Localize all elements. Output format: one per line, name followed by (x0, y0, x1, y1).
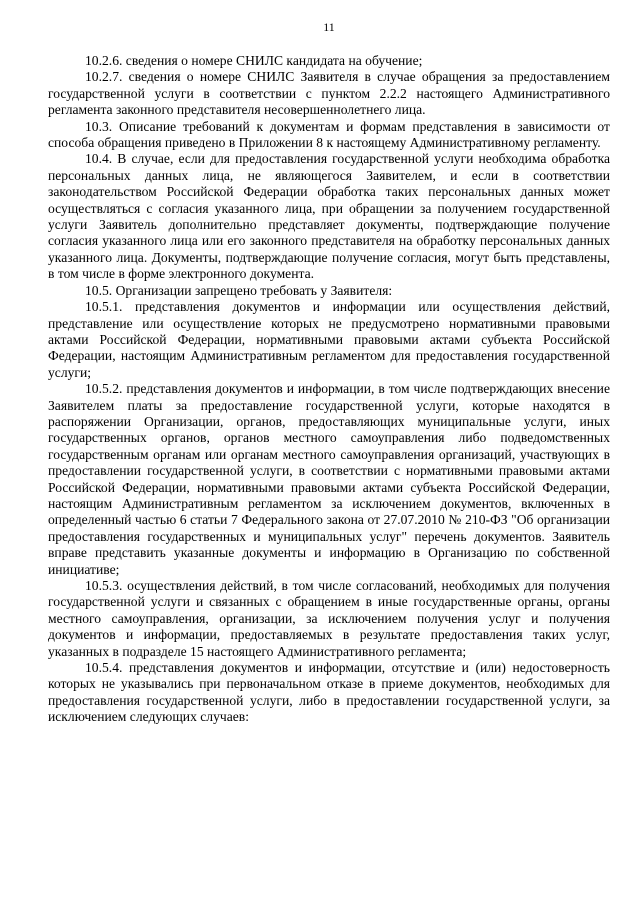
paragraph-10-5-4: 10.5.4. представления документов и информации, отсутствие и (или) недостоверность которых не указывались при первоначальном отказе в приеме документов, необходимых для предоставления государственной услуги, либо в предоставлении государственной услуги, за исключением следующих случаев: (48, 660, 610, 725)
paragraph-10-2-6: 10.2.6. сведения о номере СНИЛС кандидата на обучение; (85, 53, 423, 68)
document-page (48, 0, 610, 905)
paragraph-10-4: 10.4. В случае, если для предоставления государственной услуги необходима обработка персональных данных лица, не являющегося Заявителем, и если в соответствии законодательством Российской Федерации обработка таких персональных данных может осуществляться с согласия указанного лица, при обращении за получением государственной услуги Заявитель дополнительно представляет документы, подтверждающие получение согласия указанного лица или его законного представителя на обработку персональных данных указанного лица. Документы, подтверждающие получение согласия, могут быть представлены, в том числе в форме электронного документа. (48, 151, 610, 282)
document-body (48, 53, 610, 726)
paragraph-10-5: 10.5. Организации запрещено требовать у Заявителя: (85, 282, 393, 298)
paragraph-10-3: 10.3. Описание требований к документам и формам представления в зависимости от способа обращения приведено в Приложении 8 к настоящему Административному регламенту. (48, 118, 610, 151)
paragraph-10-5-3: 10.5.3. осуществления действий, в том числе согласований, необходимых для получения государственной услуги и связанных с обращением в иные государственные органы, органы местного самоуправления, организации, за исключением получения услуг и получения документов и информации, предоставляемых в результате предоставления таких услуг, указанных в подразделе 15 настоящего Административного регламента; (48, 578, 610, 659)
paragraph-10-5-2: 10.5.2. представления документов и информации, в том числе подтверждающих внесение Заявителем платы за предоставление государственной услуги, которые находятся в распоряжении Организации, органов, предоставляющих муниципальные услуги, иных государственных органов, органов местного самоуправления либо подведомственных государственным органам или органам местного самоуправления организаций, участвующих в предоставлении государственной услуги, в соответствии с нормативными правовыми актами Российской Федерации, нормативными правовыми актами субъекта Российской Федерации, настоящим Административным регламентом за исключением документов, включенных в определенный частью 6 статьи 7 Федерального закона от 27.07.2010 № 210-ФЗ "Об организации предоставления государственных и муниципальных услуг" перечень документов. Заявитель вправе представить указанные документы и информацию в Организацию по собственной инициативе; (48, 381, 610, 577)
page-number: 11 (323, 20, 335, 34)
paragraph-10-2-7: 10.2.7. сведения о номере СНИЛС Заявителя в случае обращения за предоставлением государственной услуги в соответствии с пунктом 2.2.2 настоящего Административного регламента законного представителя несовершеннолетнего лица. (48, 69, 610, 118)
paragraph-10-5-1: 10.5.1. представления документов и информации или осуществления действий, представление или осуществление которых не предусмотрено нормативными правовыми актами Российской Федерации, нормативными правовыми актами субъекта Российской Федерации, настоящим Административным регламентом для предоставления государственной услуги; (48, 299, 610, 380)
